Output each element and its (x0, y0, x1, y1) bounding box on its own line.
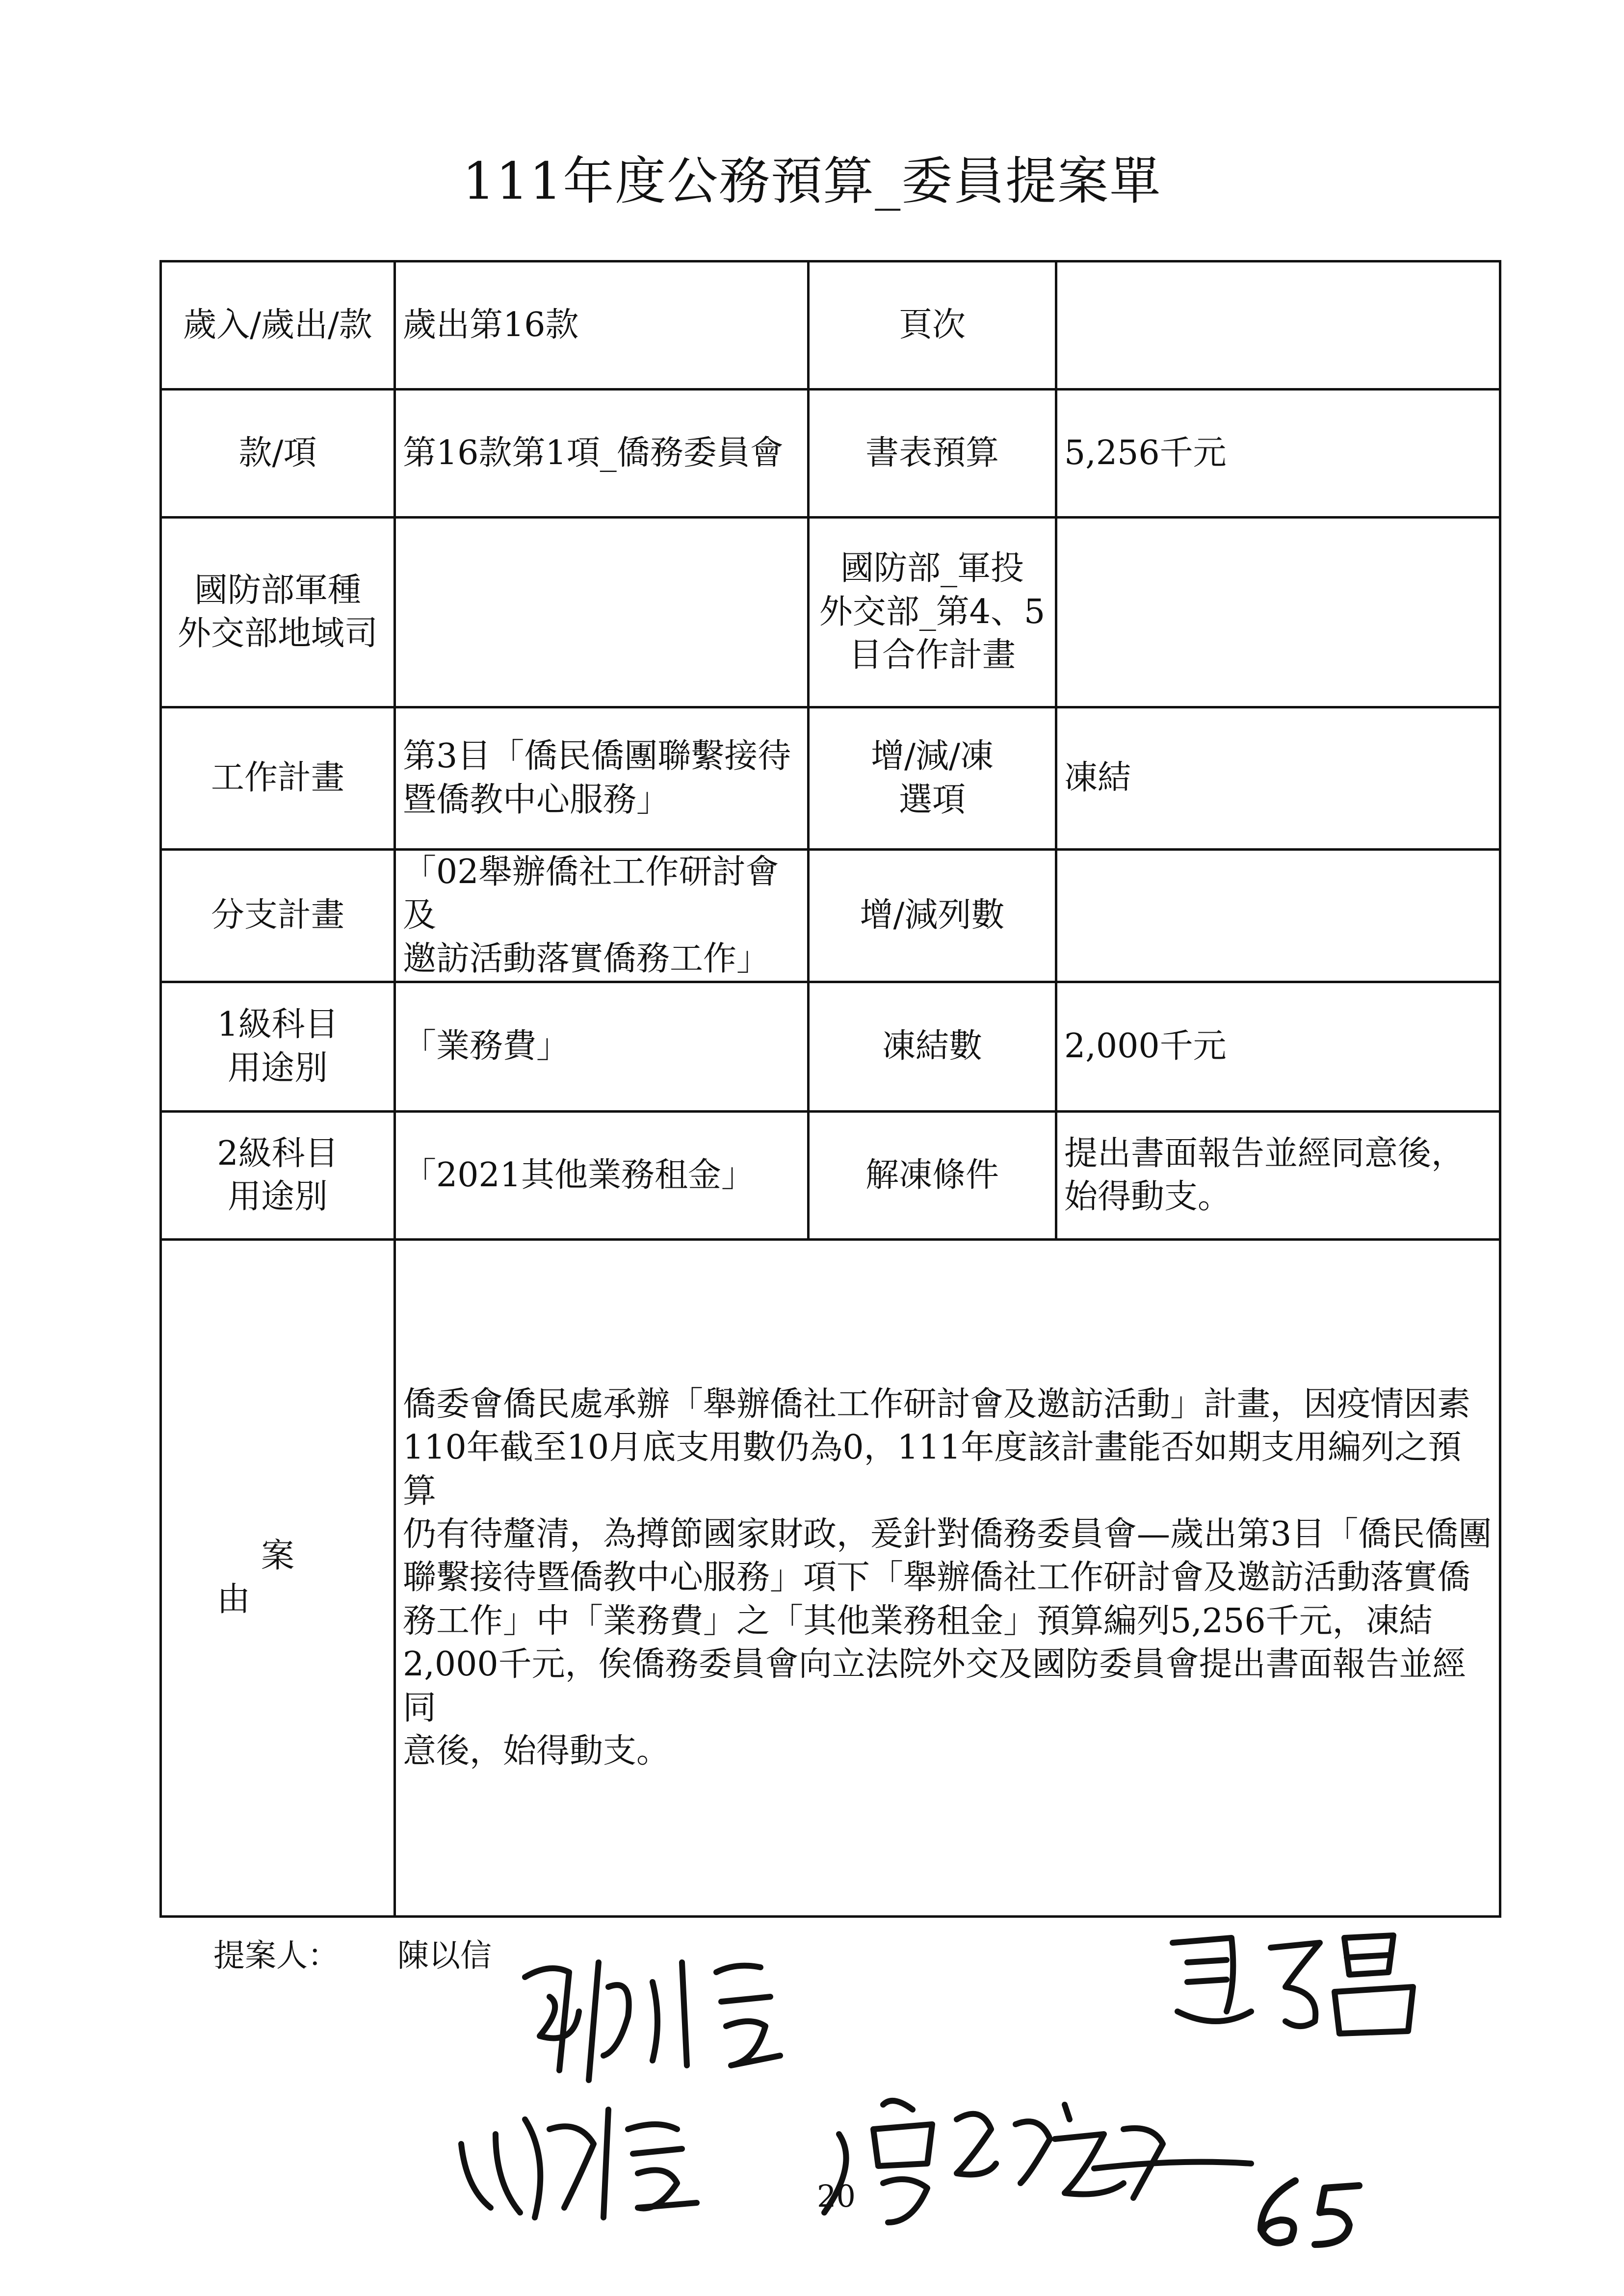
page-title: 111年度公務預算_委員提案單 (462, 151, 1162, 211)
reason-text (395, 1240, 1500, 1917)
row-value (1056, 850, 1500, 982)
row-label: 國防部軍種 外交部地域司 (161, 518, 395, 707)
handwritten-number-65 (1241, 2166, 1369, 2254)
form-row (161, 982, 1500, 1112)
row-label: 工作計畫 (161, 707, 395, 850)
form-row (161, 261, 1500, 390)
proposer-name: 陳以信 (397, 1938, 492, 1974)
row-value: 「業務費」 (395, 982, 809, 1112)
signature-ma-wen-chun (1158, 1913, 1442, 2051)
row-value: 歲出第16款 (395, 261, 809, 390)
row-label: 國防部_軍投 外交部_第4、5 目合作計畫 (809, 518, 1056, 707)
row-value: 第3目「僑民僑團聯繫接待 暨僑教中心服務」 (395, 707, 809, 850)
reason-line: 2,000千元，俟僑務委員會向立法院外交及國防委員會提出書面報告並經同 (403, 1645, 1466, 1727)
form-row (161, 518, 1500, 707)
row-value: 提出書面報告並經同意後， 始得動支。 (1056, 1112, 1500, 1240)
signature-lin-chang-tso (451, 2090, 726, 2237)
form-row (161, 707, 1500, 850)
reason-label (161, 1240, 395, 1917)
row-label: 書表預算 (809, 390, 1056, 518)
row-label: 歲入/歲出/款 (161, 261, 395, 390)
row-value: 「2021其他業務租金」 (395, 1112, 809, 1240)
row-label: 1級科目 用途別 (161, 982, 395, 1112)
reason-line: 務工作」中「業務費」之「其他業務租金」預算編列5,256千元，凍結 (403, 1601, 1433, 1641)
row-label: 分支計畫 (161, 850, 395, 982)
row-value: 5,256千元 (1056, 390, 1500, 518)
row-value: 凍結 (1056, 707, 1500, 850)
page-number: 20 (817, 2178, 856, 2214)
row-label: 2級科目 用途別 (161, 1112, 395, 1240)
reason-line: 僑委會僑民處承辦「舉辦僑社工作研討會及邀訪活動」計畫，因疫情因素 (403, 1384, 1471, 1424)
reason-line: 110年截至10月底支用數仍為0，111年度該計畫能否如期支用編列之預算 (403, 1428, 1462, 1511)
row-value: 「02舉辦僑社工作研討會及 邀訪活動落實僑務工作」 (395, 850, 809, 982)
row-label: 增/減列數 (809, 850, 1056, 982)
row-value: 2,000千元 (1056, 982, 1500, 1112)
form-row (161, 390, 1500, 518)
reason-line: 意後，始得動支。 (403, 1732, 670, 1771)
proposer-label: 提案人： (213, 1938, 339, 1974)
reason-label-text: 案由 (216, 1537, 383, 1619)
row-value: 第16款第1項_僑務委員會 (395, 390, 809, 518)
row-value (1056, 261, 1500, 390)
row-value (395, 518, 809, 707)
reason-row (161, 1240, 1500, 1917)
row-label: 款/項 (161, 390, 395, 518)
form-row (161, 1112, 1500, 1240)
row-label: 凍結數 (809, 982, 1056, 1112)
proposal-form-table (159, 260, 1501, 1918)
row-label: 解凍條件 (809, 1112, 1056, 1240)
signature-chen-yi-hsin (505, 1933, 849, 2090)
reason-line: 聯繫接待暨僑教中心服務」項下「舉辦僑社工作研討會及邀訪活動落實僑 (403, 1558, 1471, 1597)
signature-tseng-ming-chung (810, 2075, 1276, 2237)
row-value (1056, 518, 1500, 707)
row-label: 頁次 (809, 261, 1056, 390)
row-label: 增/減/凍 選項 (809, 707, 1056, 850)
form-row (161, 850, 1500, 982)
reason-line: 仍有待釐清，為撙節國家財政，爰針對僑務委員會—歲出第3目「僑民僑團 (403, 1515, 1492, 1554)
